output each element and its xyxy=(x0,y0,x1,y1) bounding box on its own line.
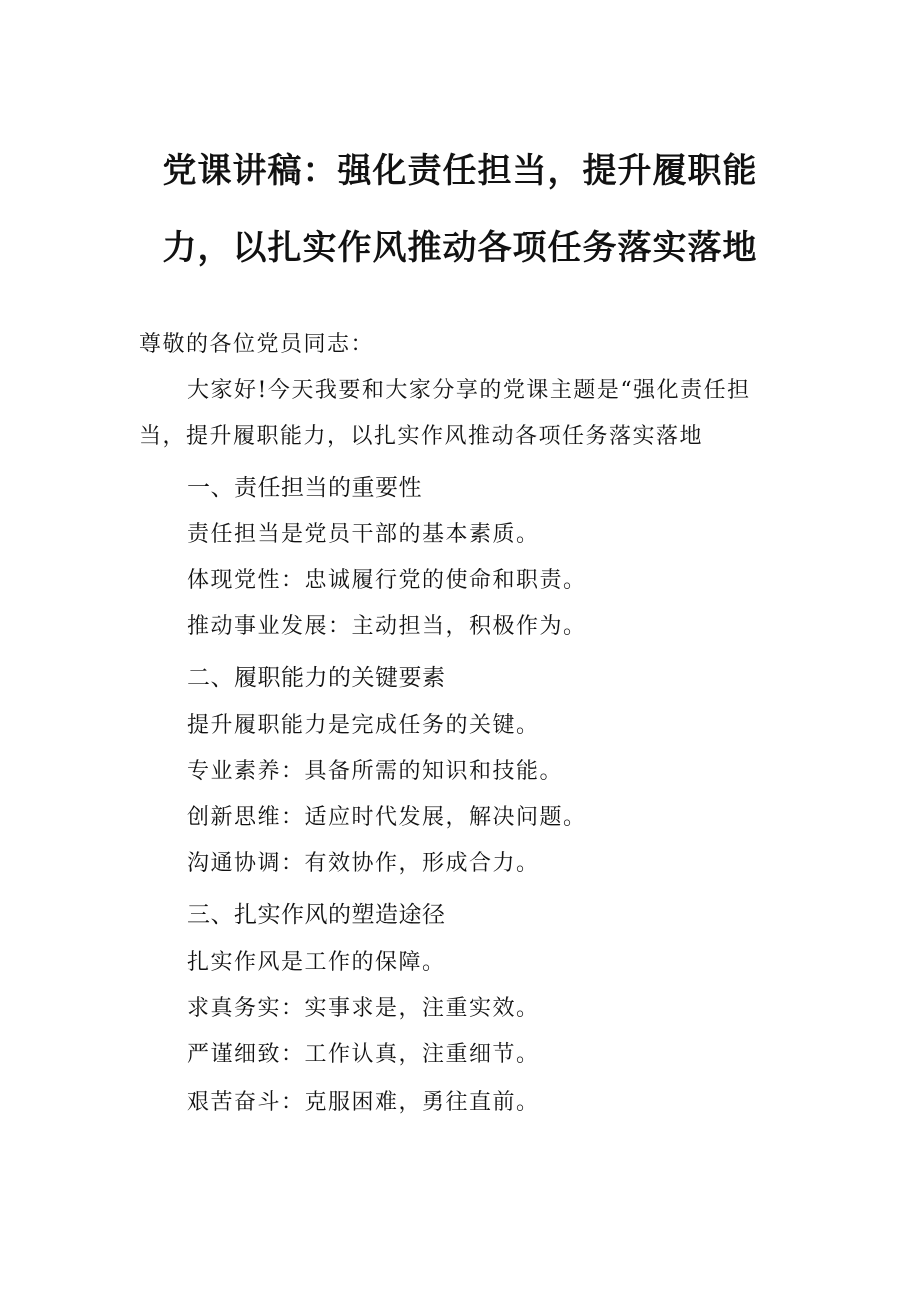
section-heading-3: 三、扎实作风的塑造途径 xyxy=(187,902,446,928)
section-2-line-4: 沟通协调：有效协作，形成合力。 xyxy=(187,851,540,876)
intro-line-2: 当，提升履职能力，以扎实作风推动各项任务落实落地 xyxy=(139,424,704,449)
section-heading-1: 一、责任担当的重要性 xyxy=(187,475,422,501)
section-3-line-3: 严谨细致：工作认真，注重细节。 xyxy=(187,1042,540,1067)
salutation: 尊敬的各位党员同志： xyxy=(139,332,375,357)
section-1-line-2: 体现党性：忠诚履行党的使命和职责。 xyxy=(187,568,587,593)
section-1-line-1: 责任担当是党员干部的基本素质。 xyxy=(187,522,540,547)
title-line-1: 党课讲稿：强化责任担当，提升履职能 xyxy=(162,151,758,191)
section-3-line-4: 艰苦奋斗：克服困难，勇往直前。 xyxy=(187,1090,540,1115)
section-2-line-1: 提升履职能力是完成任务的关键。 xyxy=(187,713,540,738)
section-3-line-1: 扎实作风是工作的保障。 xyxy=(187,950,446,975)
section-1-line-3: 推动事业发展：主动担当，积极作为。 xyxy=(187,614,587,639)
intro-line-1: 大家好!今天我要和大家分享的党课主题是“强化责任担 xyxy=(187,378,751,403)
section-3-line-2: 求真务实：实事求是，注重实效。 xyxy=(187,996,540,1021)
section-2-line-2: 专业素养：具备所需的知识和技能。 xyxy=(187,759,564,784)
title-line-2: 力，以扎实作风推动各项任务落实落地 xyxy=(162,228,758,268)
section-2-line-3: 创新思维：适应时代发展，解决问题。 xyxy=(187,805,587,830)
section-heading-2: 二、履职能力的关键要素 xyxy=(187,665,446,691)
